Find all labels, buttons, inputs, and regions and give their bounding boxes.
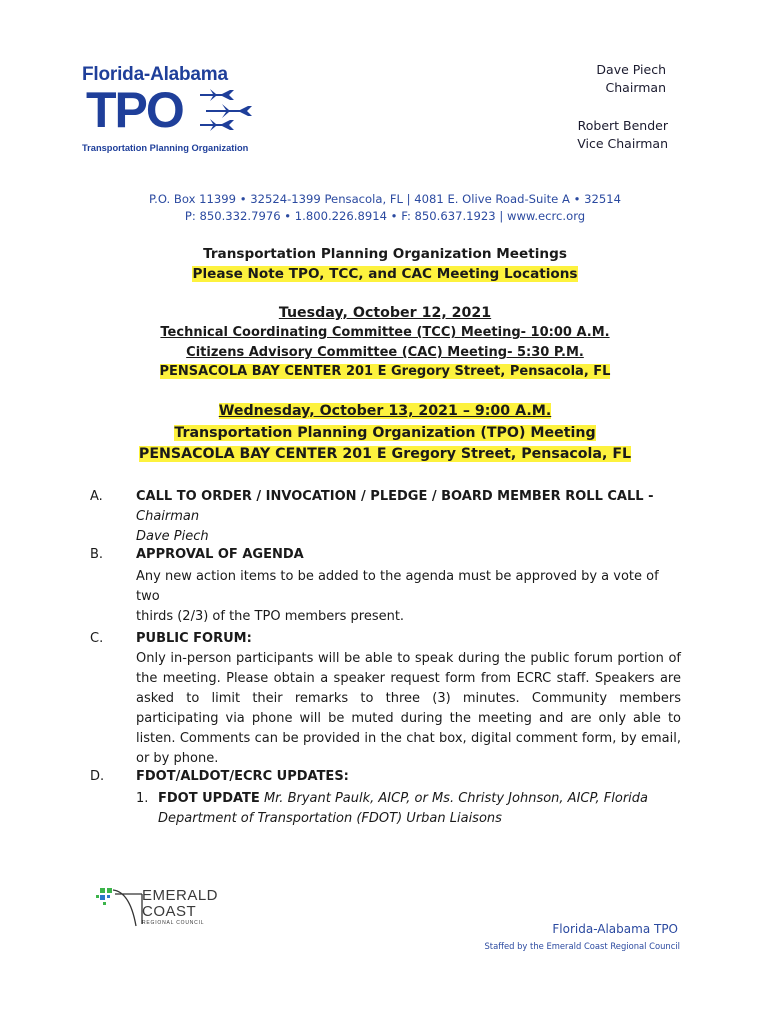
- meetings-note: Please Note TPO, TCC, and CAC Meeting Locations: [192, 266, 578, 282]
- logo-subtitle: Transportation Planning Organization: [82, 143, 249, 153]
- footer-staffed: Staffed by the Emerald Coast Regional Council: [484, 941, 680, 951]
- vice-name: Robert Bender: [577, 118, 668, 133]
- ecrc-word-1: EMERALD: [142, 887, 219, 904]
- agenda-item-a: CALL TO ORDER / INVOCATION / PLEDGE / BOARD MEMBER ROLL CALL - Chairman Dave Piech: [136, 489, 654, 544]
- tcc-meeting: Technical Coordinating Committee (TCC) Meeting- 10:00 A.M.: [160, 325, 610, 340]
- chair-name: Dave Piech: [596, 62, 666, 77]
- tuesday-date: Tuesday, October 12, 2021: [278, 305, 492, 321]
- wednesday-date: Wednesday, October 13, 2021 – 9:00 A.M.: [218, 403, 552, 419]
- chair-title: Chairman: [605, 80, 666, 95]
- agenda-item-c: PUBLIC FORUM: Only in-person participants will be able to speak during the public forum portion of the meeting. Please obtain a speaker request form from ECRC staff. Speakers are asked to limit their remarks to three (3) minutes. Community members participating via phone will be muted during the meeting and are only able to listen. Comments can be provided in the chat box, digital comment form, by email, or by phone.: [136, 631, 681, 766]
- jets-icon: [196, 84, 256, 134]
- ecrc-logo-icon: [96, 886, 146, 930]
- logo-tpo: TPO: [86, 82, 183, 138]
- cac-meeting: Citizens Advisory Committee (CAC) Meeting- 5:30 P.M.: [186, 345, 584, 360]
- logo-title: Florida-Alabama: [82, 64, 228, 85]
- ecrc-word-3: REGIONAL COUNCIL: [142, 920, 205, 926]
- agenda-item-b: APPROVAL OF AGENDA Any new action items to be added to the agenda must be approved by a vote of two thirds (2/3) of the TPO members present.: [136, 547, 659, 624]
- address-line-2: P: 850.332.7976 • 1.800.226.8914 • F: 850.637.1923 | www.ecrc.org: [184, 209, 586, 223]
- agenda-item-d: FDOT/ALDOT/ECRC UPDATES: 1. FDOT UPDATE Mr. Bryant Paulk, AICP, or Ms. Christy Johnson, AICP, Florida Department of Transportation (FDOT) Urban Liaisons: [136, 769, 649, 826]
- agenda-letter-b: B.: [90, 547, 104, 562]
- agenda-letter-a: A.: [90, 489, 103, 504]
- vice-title: Vice Chairman: [577, 136, 668, 151]
- tpo-meeting: Transportation Planning Organization (TPO) Meeting: [174, 425, 596, 441]
- agenda-letter-c: C.: [90, 631, 104, 646]
- address-line-1: P.O. Box 11399 • 32524-1399 Pensacola, FL | 4081 E. Olive Road-Suite A • 32514: [149, 192, 621, 206]
- tuesday-location: PENSACOLA BAY CENTER 201 E Gregory Street, Pensacola, FL: [159, 364, 611, 379]
- wednesday-location: PENSACOLA BAY CENTER 201 E Gregory Street, Pensacola, FL: [138, 446, 632, 462]
- meetings-title: Transportation Planning Organization Meetings: [203, 246, 567, 262]
- ecrc-word-2: COAST: [142, 903, 197, 920]
- agenda-letter-d: D.: [90, 769, 105, 784]
- footer-org: Florida-Alabama TPO: [552, 922, 678, 936]
